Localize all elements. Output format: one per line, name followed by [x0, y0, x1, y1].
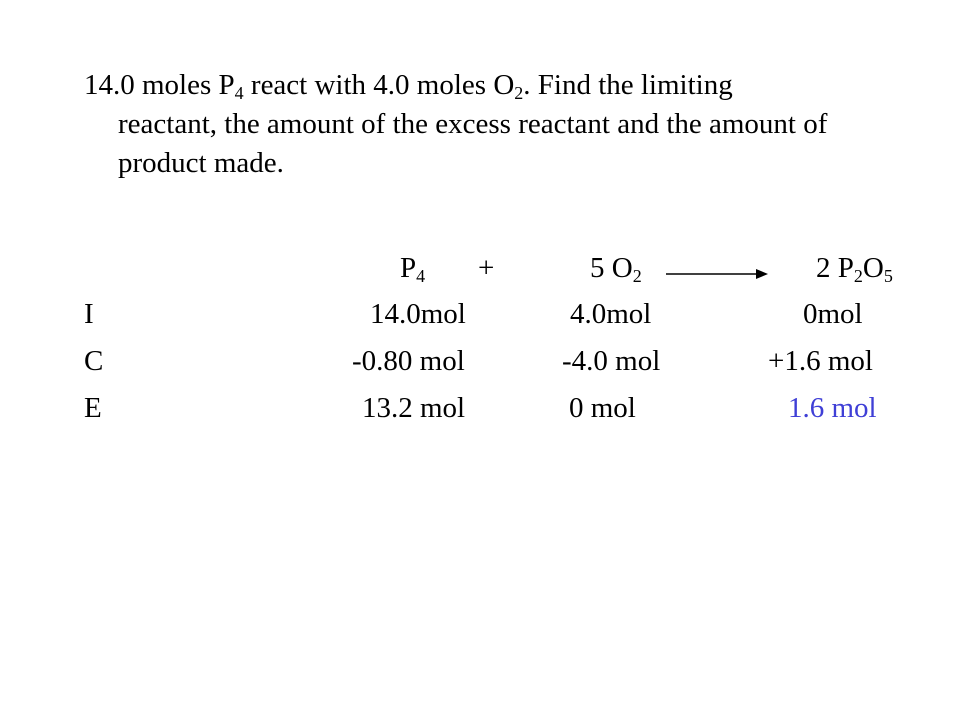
ice-end-p2o5: 1.6 mol: [788, 392, 877, 424]
ice-end-o2: 0 mol: [569, 392, 636, 424]
ice-initial-o2: 4.0mol: [570, 298, 652, 330]
formula-text: 5 O: [590, 252, 633, 284]
problem-line-2: reactant, the amount of the excess reactant and the amount of: [118, 108, 828, 140]
subscript: 4: [234, 83, 244, 103]
subscript: 2: [632, 266, 642, 286]
ice-row-label-change: C: [84, 345, 104, 377]
problem-line-1: [84, 66, 884, 105]
problem-line-3: product made.: [118, 147, 284, 179]
ice-change-p4: -0.80 mol: [352, 345, 465, 377]
ice-row-label-equilibrium: E: [84, 392, 102, 424]
reaction-arrow-icon: [666, 267, 768, 281]
reactant-p4: [400, 250, 425, 286]
plus-sign: +: [478, 252, 495, 284]
ice-initial-p2o5: 0mol: [803, 298, 863, 330]
subscript: 2: [853, 266, 863, 286]
ice-end-p4: 13.2 mol: [362, 392, 466, 424]
problem-text: 14.0 moles P: [84, 69, 235, 101]
problem-statement: [84, 66, 884, 183]
problem-text: react with 4.0 moles O: [243, 69, 515, 101]
problem-text: . Find the limiting: [523, 69, 733, 101]
subscript: 4: [416, 266, 426, 286]
product-p2o5: [816, 250, 893, 286]
subscript: 2: [514, 83, 524, 103]
ice-change-p2o5: +1.6 mol: [768, 345, 873, 377]
formula-text: O: [862, 252, 884, 284]
formula-text: 2 P: [816, 252, 854, 284]
ice-row-label-initial: I: [84, 298, 94, 330]
subscript: 5: [883, 266, 893, 286]
formula-text: P: [400, 252, 417, 284]
reactant-o2: [590, 250, 642, 286]
ice-change-o2: -4.0 mol: [562, 345, 661, 377]
ice-initial-p4: 14.0mol: [370, 298, 466, 330]
